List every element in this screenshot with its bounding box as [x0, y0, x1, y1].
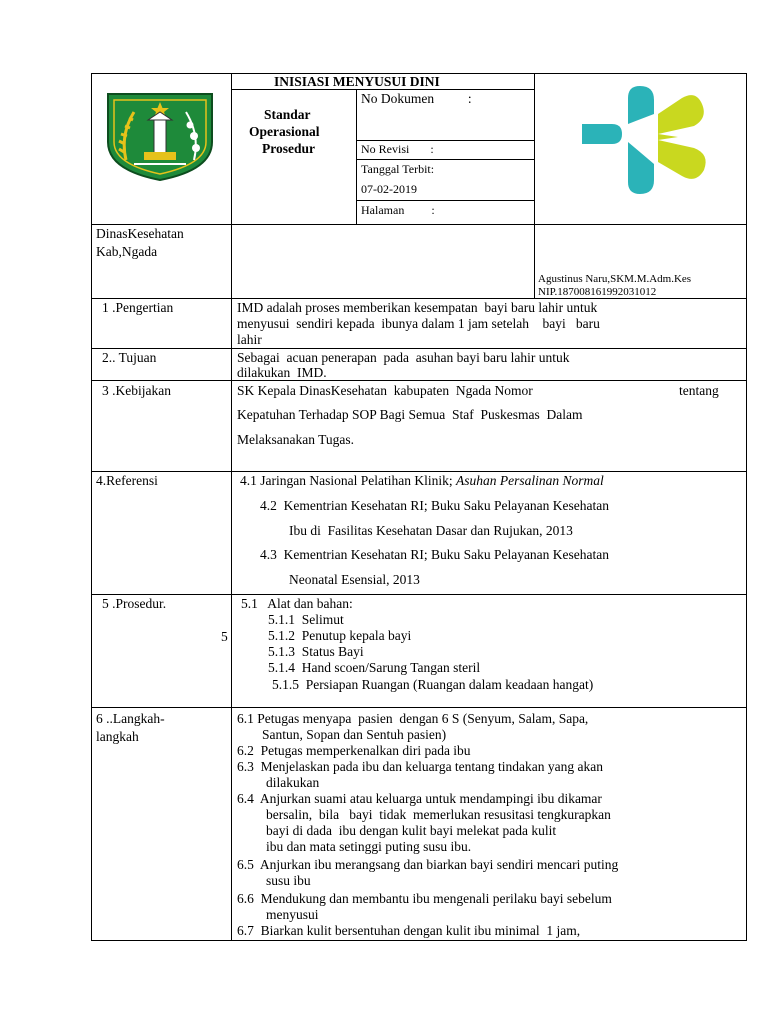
pengertian-label: 1 .Pengertian [102, 300, 174, 315]
referensi-label: 4.Referensi [96, 473, 158, 488]
signatory-nip: NIP.187008161992031012 [538, 286, 657, 298]
tanggal-terbit-value: 07-02-2019 [361, 182, 417, 196]
no-revisi-field: No Revisi : [361, 142, 434, 156]
prosedur-stray-number: 5 [221, 629, 228, 644]
kemenkes-logo [578, 84, 718, 196]
no-dokumen-field: No Dokumen : [361, 91, 472, 106]
halaman-field: Halaman : [361, 203, 435, 217]
document-title: INISIASI MENYUSUI DINI [274, 74, 440, 89]
regency-emblem-logo [104, 90, 216, 182]
signatory-name: Agustinus Naru,SKM.M.Adm.Kes [538, 273, 692, 285]
prosedur-label: 5 .Prosedur. [102, 596, 167, 611]
kebijakan-label: 3 .Kebijakan [102, 383, 171, 398]
tujuan-label: 2.. Tujuan [102, 350, 157, 365]
tanggal-terbit-label: Tanggal Terbit: [361, 162, 435, 176]
